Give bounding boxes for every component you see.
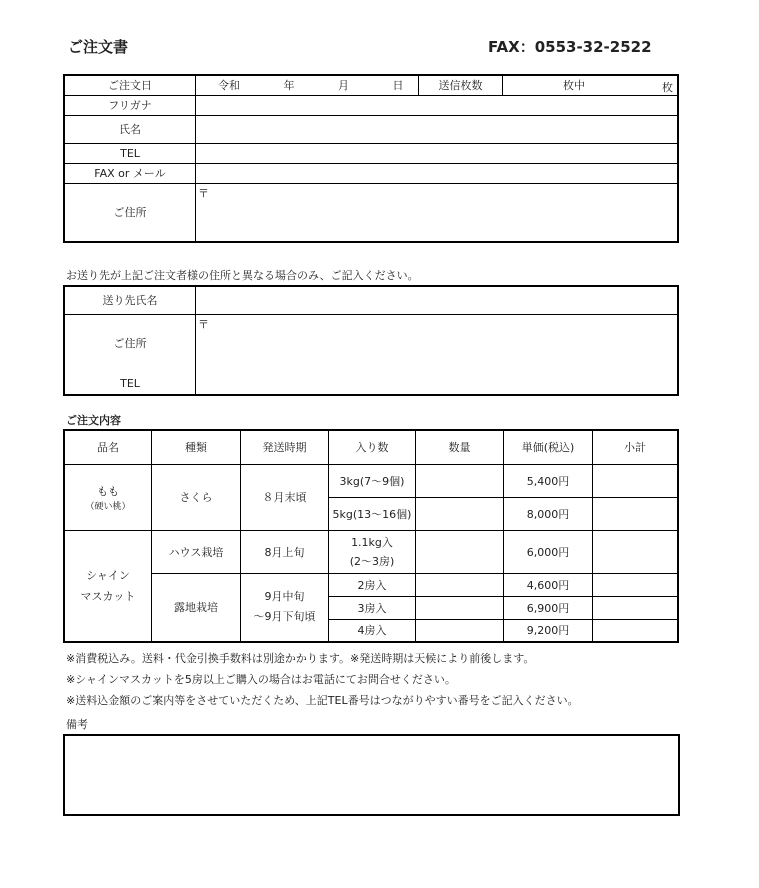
form-title: ご注文書	[68, 38, 129, 56]
grape-field-quantity-input-2[interactable]	[416, 596, 504, 619]
ship-postal-mark: 〒	[198, 317, 209, 331]
grape-field-price-1: 4,600円	[504, 573, 593, 596]
col-header-variety: 種類	[152, 430, 241, 464]
month-label: 月	[338, 79, 349, 93]
address-label: ご住所	[64, 183, 196, 242]
ship-name-label: 送り先氏名	[64, 286, 196, 314]
grape-field-variety: 露地栽培	[152, 573, 241, 642]
grape-field-quantity-input-3[interactable]	[416, 619, 504, 642]
peach-name: もも	[97, 484, 119, 498]
grape-house-qty-line1: 1.1kg入	[351, 535, 393, 549]
year-label: 年	[283, 79, 295, 93]
peach-timing: ８月末頃	[241, 464, 329, 530]
sheets-label: 送信枚数	[419, 75, 503, 95]
shipping-table	[63, 285, 679, 396]
sheets-of-label: 枚中	[563, 79, 585, 93]
note-1: ※消費税込み。送料・代金引換手数料は別途かかります。※発送時期は天候により前後します。	[66, 652, 535, 665]
col-header-quantity: 数量	[416, 430, 504, 464]
peach-price-2: 8,000円	[504, 497, 593, 530]
order-table	[63, 429, 679, 643]
peach-subtotal-2[interactable]	[593, 497, 679, 530]
ship-address-label: ご住所	[113, 336, 147, 350]
table-row	[64, 530, 678, 573]
grape-field-price-2: 6,900円	[504, 596, 593, 619]
order-section-title: ご注文内容	[66, 414, 121, 427]
peach-variety: さくら	[152, 464, 241, 530]
col-header-timing: 発送時期	[241, 430, 329, 464]
postal-mark: 〒	[198, 186, 209, 200]
address-field[interactable]	[196, 183, 679, 242]
fax-number: FAX：0553-32-2522	[488, 38, 652, 56]
customer-table	[63, 74, 679, 243]
note-3: ※送料込金額のご案内等をさせていただくため、上記TEL番号はつながりやすい番号をご記入ください。	[66, 694, 579, 707]
grape-field-qty-2: 3房入	[329, 596, 416, 619]
fax-mail-field[interactable]	[196, 163, 679, 183]
peach-price-1: 5,400円	[504, 464, 593, 497]
grape-field-subtotal-3[interactable]	[593, 619, 679, 642]
col-header-subtotal: 小計	[593, 430, 679, 464]
ship-tel-label: TEL	[120, 376, 140, 390]
col-header-contents: 入り数	[329, 430, 416, 464]
ship-address-field[interactable]	[196, 314, 679, 395]
ship-name-field[interactable]	[196, 286, 679, 314]
peach-name-sub: （硬い桃）	[85, 501, 131, 512]
peach-subtotal-1[interactable]	[593, 464, 679, 497]
day-label: 日	[392, 79, 404, 93]
shipping-note: お送り先が上記ご注文者様の住所と異なる場合のみ、ご記入ください。	[66, 269, 419, 282]
grape-house-timing: 8月上旬	[241, 530, 329, 573]
furigana-label: フリガナ	[64, 95, 196, 115]
grape-field-timing	[241, 573, 329, 642]
grape-field-qty-3: 4房入	[329, 619, 416, 642]
grape-name-line2: マスカット	[80, 589, 136, 603]
grape-field-qty-1: 2房入	[329, 573, 416, 596]
peach-quantity-input-2[interactable]	[416, 497, 504, 530]
grape-field-subtotal-1[interactable]	[593, 573, 679, 596]
sheets-unit-label: 枚	[662, 81, 673, 94]
grape-house-variety: ハウス栽培	[152, 530, 241, 573]
grape-house-subtotal[interactable]	[593, 530, 679, 573]
order-date-label: ご注文日	[64, 75, 196, 95]
table-row	[64, 573, 678, 596]
grape-name-cell	[64, 530, 152, 642]
grape-field-price-3: 9,200円	[504, 619, 593, 642]
tel-field[interactable]	[196, 143, 679, 163]
grape-house-price: 6,000円	[504, 530, 593, 573]
grape-house-qty	[329, 530, 416, 573]
note-2: ※シャインマスカットを5房以上ご購入の場合はお電話にてお問合せください。	[66, 673, 456, 686]
grape-field-timing-line2: 〜9月下旬頃	[253, 610, 316, 624]
grape-house-quantity-input[interactable]	[416, 530, 504, 573]
peach-qty-1: 3kg(7〜9個)	[329, 464, 416, 497]
col-header-product: 品名	[64, 430, 152, 464]
peach-name-cell	[64, 464, 152, 530]
grape-field-quantity-input-1[interactable]	[416, 573, 504, 596]
ship-address-tel-label	[64, 314, 196, 395]
sheets-field[interactable]	[503, 75, 679, 95]
name-field[interactable]	[196, 115, 679, 143]
remarks-label: 備考	[66, 718, 88, 731]
col-header-unit-price: 単価(税込)	[504, 430, 593, 464]
remarks-field[interactable]	[63, 734, 680, 816]
grape-name-line1: シャイン	[86, 568, 130, 582]
era-label: 令和	[218, 79, 240, 93]
fax-mail-label: FAX or メール	[64, 163, 196, 183]
order-date-field[interactable]	[196, 75, 419, 95]
grape-house-qty-line2: (2〜3房)	[349, 554, 395, 568]
furigana-field[interactable]	[196, 95, 679, 115]
table-row	[64, 464, 678, 497]
peach-qty-2: 5kg(13〜16個)	[329, 497, 416, 530]
name-label: 氏名	[64, 115, 196, 143]
grape-field-subtotal-2[interactable]	[593, 596, 679, 619]
peach-quantity-input-1[interactable]	[416, 464, 504, 497]
tel-label: TEL	[64, 143, 196, 163]
grape-field-timing-line1: 9月中旬	[264, 590, 305, 604]
